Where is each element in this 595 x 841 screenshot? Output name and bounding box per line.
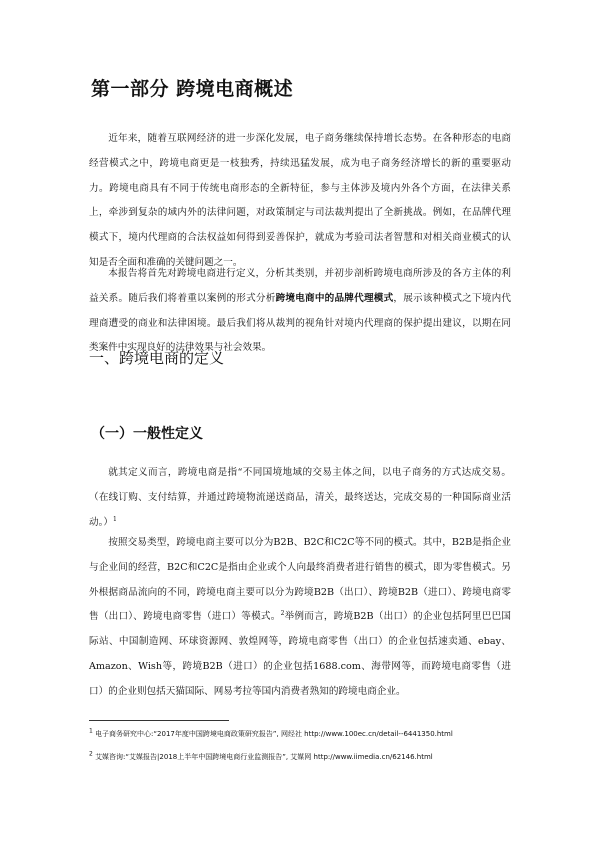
definition-paragraph xyxy=(89,461,511,535)
part-title: 第一部分 跨境电商概述 xyxy=(91,78,294,100)
footnote-mark: 1 xyxy=(89,727,93,735)
footnote-2 xyxy=(89,752,519,763)
classification-text-start: 按照交易类型，跨境电商主要可以分为B2B、B2C和C2C等不同的模式。其中，B2B是指企业与企业间的经营，B2C和C2C是指由企业或个人向最终消费者进行销售的模式，即为零售模式。另外根据商品流向的不同，跨境电商主要可以分为跨境B2B（出口）、跨境B2B（进口）、跨境电商零售（出口）、跨境电商零售（进口）等模式。 xyxy=(89,537,511,623)
section-heading xyxy=(89,347,509,368)
footnote-ref-2[interactable]: 2 xyxy=(280,610,285,618)
footnote-text: 艾媒咨询:“艾媒报告|2018上半年中国跨境电商行业监测报告”, 艾媒网 http://www.iimedia.cn/62146.html xyxy=(95,753,433,761)
footnote-divider xyxy=(89,720,229,721)
intro-paragraph: 近年来，随着互联网经济的进一步深化发展，电子商务继续保持增长态势。在各种形态的电商经营模式之中，跨境电商更是一枝独秀，持续迅猛发展，成为电子商务经济增长的新的重要驱动力。跨境电商具有不同于传统电商形态的全新特征，参与主体涉及境内外各个方面，在法律关系上，牵涉到复杂的域内外的法律问题，对政策制定与司法裁判提出了全新挑战。例如，在品牌代理模式下，境内代理商的合法权益如何得到妥善保护，就成为考验司法者智慧和对相关商业模式的认知是否全面和准确的关键问题之一。 xyxy=(89,133,511,268)
outline-text-start: 本报告将首先对跨境电商进行定义，分析其类别，并初步剖析跨境电商所涉及的各方主体的利益关系。随后我们将着重以案例的形式分析 xyxy=(89,268,511,304)
classification-text-end: 举例而言，跨境B2B（出口）的企业包括阿里巴巴国际站、中国制造网、环球资源网、敦煌网等，跨境电商零售（出口）的企业包括速卖通、ebay、Amazon、Wish等，跨境B2B（进口）的企业包括1688.com、海带网等，而跨境电商零售（进口）的企业则包括天猫国际、网易考拉等国内消费者熟知的跨境电商企业。 xyxy=(89,611,511,697)
outline-emphasis: 跨境电商中的品牌代理模式 xyxy=(275,292,394,304)
section-number: 一、 xyxy=(89,349,120,367)
outline-text-end: ，展示该种模式之下境内代理商遭受的商业和法律困境。最后我们将从裁判的视角针对境内代理商的保护提出建议，以期在同类案件中实现良好的法律效果与社会效果。 xyxy=(89,292,512,354)
definition-text: 就其定义而言，跨境电商是指“不同国境地域的交易主体之间，以电子商务的方式达成交易。（在线订购、支付结算，并通过跨境物流递送商品，清关，最终送达，完成交易的一种国际商业活动。） xyxy=(89,467,511,528)
footnote-1 xyxy=(89,729,519,740)
subsection-heading: （一）一般性定义 xyxy=(91,426,203,442)
footnote-mark: 2 xyxy=(89,750,93,758)
section-title: 跨境电商的定义 xyxy=(119,349,225,367)
footnote-ref-1[interactable]: 1 xyxy=(112,515,117,523)
classification-paragraph xyxy=(89,531,511,705)
footnote-text: 电子商务研究中心:“2017年度中国跨境电商政策研究报告”, 网经社 http://www.100ec.cn/detail--6441350.html xyxy=(95,730,453,738)
